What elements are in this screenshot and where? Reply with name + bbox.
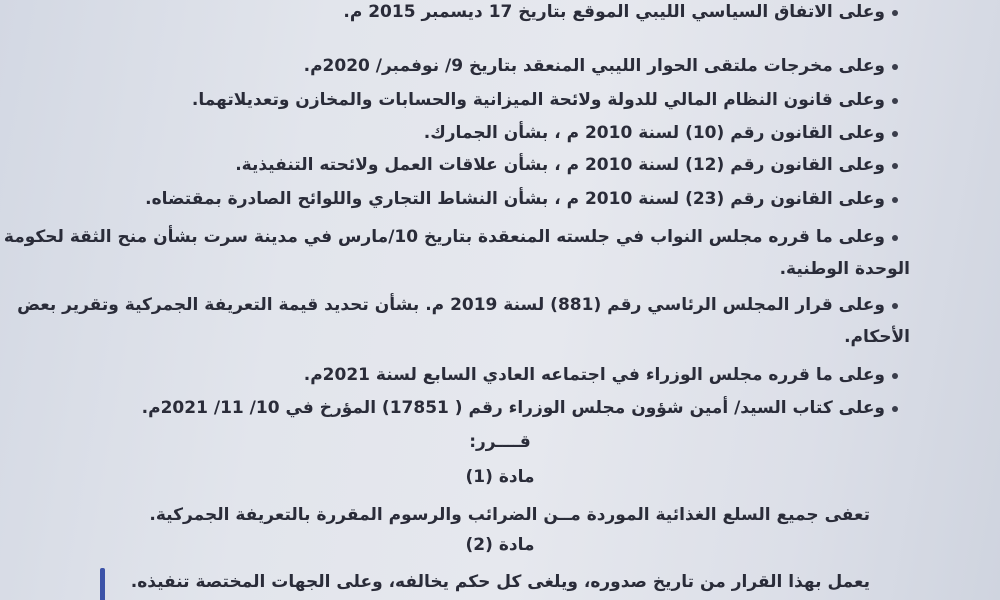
clause-bullet [892, 235, 898, 241]
clause-bullet [892, 373, 898, 379]
clause-council-of-ministers: وعلى ما قرره مجلس الوزراء في اجتماعه العادي السابع لسنة 2021م. [303, 365, 885, 385]
clause-presidential-council-decision-cont: الأحكام. [844, 327, 910, 347]
clause-secretary-letter: وعلى كتاب السيد/ أمين شؤون مجلس الوزراء رقم ( 17851) المؤرخ في 10/ 11/ 2021م. [141, 398, 885, 418]
article-1-text: تعفى جميع السلع الغذائية الموردة مــن الضرائب والرسوم المقررة بالتعريفة الجمركية. [149, 505, 870, 525]
article-2-title: مادة (2) [465, 535, 535, 555]
clause-bullet [892, 163, 898, 169]
clause-bullet [892, 406, 898, 412]
decision-heading: قــــرر: [469, 432, 531, 452]
clause-customs-law: وعلى القانون رقم (10) لسنة 2010 م ، بشأن الجمارك. [423, 123, 885, 143]
clause-bullet [892, 98, 898, 104]
pen-margin-mark [100, 568, 105, 600]
clause-dialogue-forum: وعلى مخرجات ملتقى الحوار الليبي المنعقد بتاريخ 9/ نوفمبر/ 2020م. [303, 56, 885, 76]
clause-commercial-law: وعلى القانون رقم (23) لسنة 2010 م ، بشأن النشاط التجاري واللوائح الصادرة بمقتضاه. [145, 189, 885, 209]
article-2-text: يعمل بهذا القرار من تاريخ صدوره، ويلغى كل حكم يخالفه، وعلى الجهات المختصة تنفيذه. [130, 572, 870, 592]
clause-labor-law: وعلى القانون رقم (12) لسنة 2010 م ، بشأن علاقات العمل ولائحته التنفيذية. [235, 155, 885, 175]
clause-political-agreement: وعلى الاتفاق السياسي الليبي الموقع بتاريخ 17 ديسمبر 2015 م. [343, 2, 885, 22]
clause-bullet [892, 197, 898, 203]
clause-bullet [892, 131, 898, 137]
clause-bullet [892, 303, 898, 309]
clause-bullet [892, 64, 898, 70]
article-1-title: مادة (1) [465, 467, 535, 487]
clause-parliament-confidence-cont: الوحدة الوطنية. [779, 259, 910, 279]
clause-presidential-council-decision: وعلى قرار المجلس الرئاسي رقم (881) لسنة 2019 م. بشأن تحديد قيمة التعريفة الجمركية وتقرير بعض [17, 295, 885, 315]
clause-financial-system-law: وعلى قانون النظام المالي للدولة ولائحة الميزانية والحسابات والمخازن وتعديلاتهما. [191, 90, 885, 110]
clause-parliament-confidence: وعلى ما قرره مجلس النواب في جلسته المنعقدة بتاريخ 10/مارس في مدينة سرت بشأن منح الثقة لحكومة [3, 227, 885, 247]
clause-bullet [892, 10, 898, 16]
